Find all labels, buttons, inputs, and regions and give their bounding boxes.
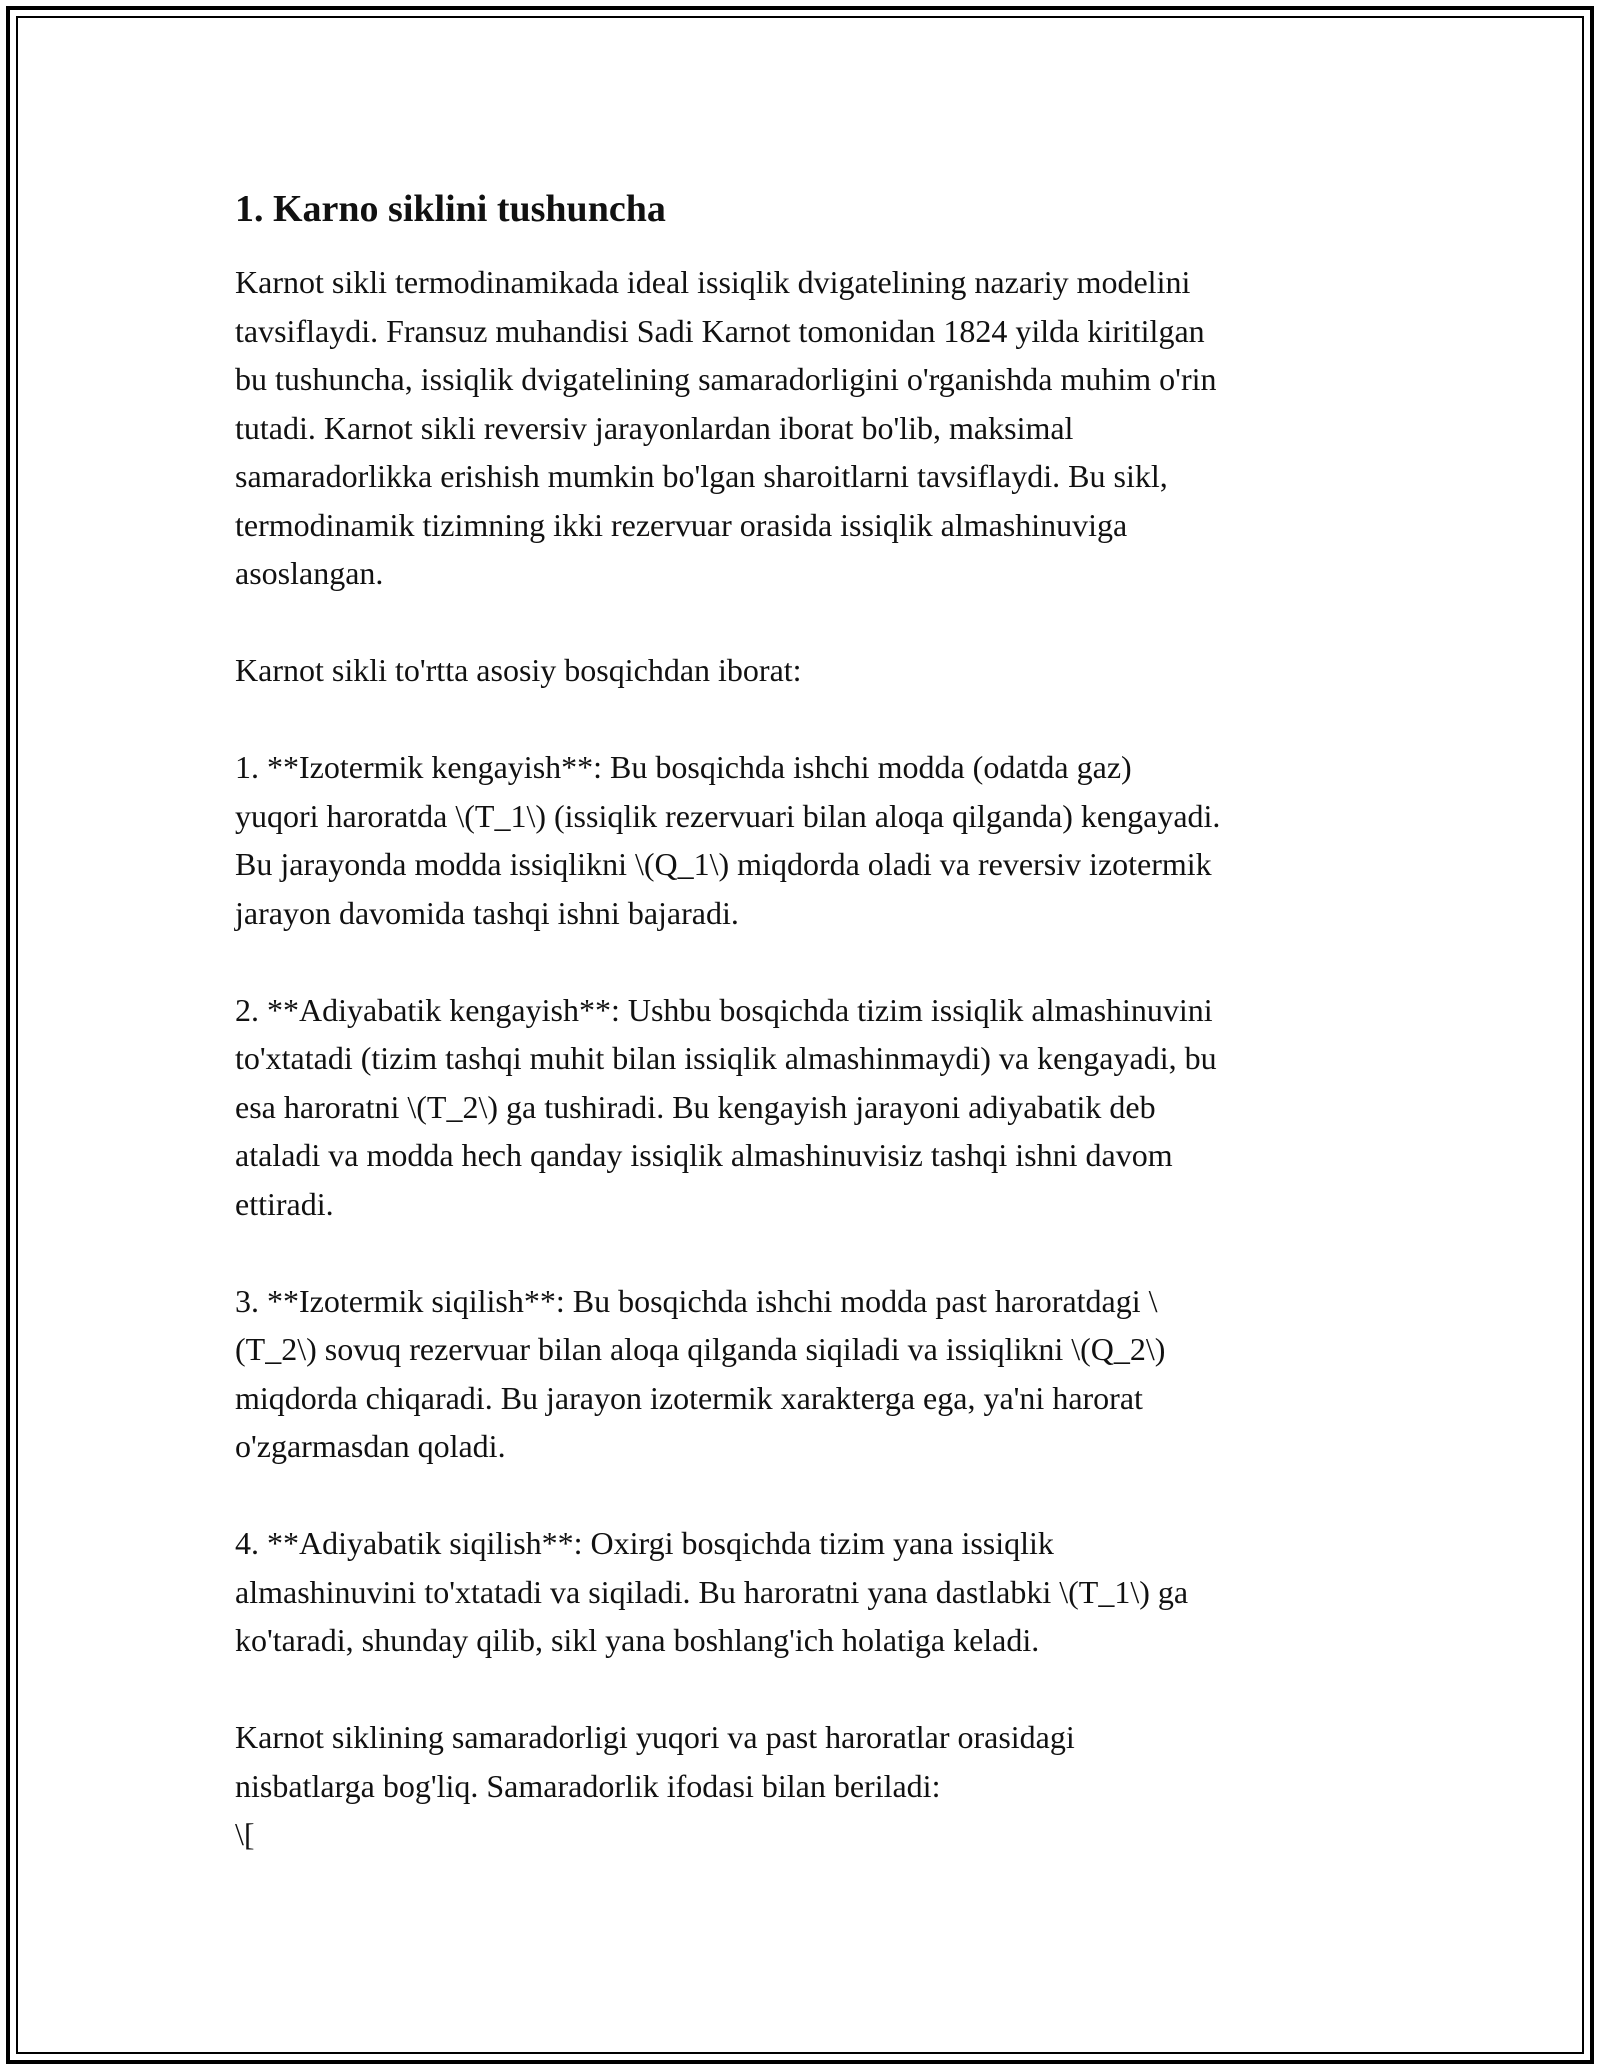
text-line: yuqori haroratda \(T_1\) (issiqlik rezervuari bilan aloqa qilganda) kengayadi. xyxy=(235,797,1221,834)
text-line: samaradorlikka erishish mumkin bo'lgan sharoitlarni tavsiflaydi. Bu sikl, xyxy=(235,458,1168,494)
text-line: 4. **Adiyabatik siqilish**: Oxirgi bosqichda tizim yana issiqlik xyxy=(235,1525,1054,1561)
text-line: 2. **Adiyabatik kengayish**: Ushbu bosqichda tizim issiqlik almashinuvini xyxy=(235,991,1213,1028)
paragraph-efficiency xyxy=(235,1713,1375,1859)
text-line: (T_2\) sovuq rezervuar bilan aloqa qilganda siqiladi va issiqlikni \(Q_2\) xyxy=(235,1331,1166,1367)
text-line: ko'taradi, shunday qilib, sikl yana boshlang'ich holatiga keladi. xyxy=(235,1622,1040,1658)
text-line: o'zgarmasdan qoladi. xyxy=(235,1428,506,1464)
text-line: 1. **Izotermik kengayish**: Bu bosqichda ishchi modda (odatda gaz) xyxy=(235,749,1132,785)
text-line: Karnot sikli to'rtta asosiy bosqichdan iborat: xyxy=(235,652,802,688)
text-line: tavsiflaydi. Fransuz muhandisi Sadi Karnot tomonidan 1824 yilda kiritilgan xyxy=(235,312,1205,349)
text-line: termodinamik tizimning ikki rezervuar orasida issiqlik almashinuviga xyxy=(235,506,1128,543)
paragraph-stage-2 xyxy=(235,986,1375,1229)
text-line: nisbatlarga bog'liq. Samaradorlik ifodasi bilan beriladi: xyxy=(235,1767,941,1804)
text-line: tutadi. Karnot sikli reversiv jarayonlardan iborat bo'lib, maksimal xyxy=(235,409,1074,446)
text-line: 3. **Izotermik siqilish**: Bu bosqichda ishchi modda past haroratdagi \ xyxy=(235,1282,1158,1319)
paragraph-intro xyxy=(235,258,1375,598)
text-line: esa haroratni \(T_2\) ga tushiradi. Bu kengayish jarayoni adiyabatik deb xyxy=(235,1088,1156,1125)
formula-start: \[ xyxy=(235,1816,255,1852)
text-line: ataladi va modda hech qanday issiqlik almashinuvisiz tashqi ishni davom xyxy=(235,1137,1173,1173)
text-line: miqdorda chiqaradi. Bu jarayon izotermik xarakterga ega, ya'ni harorat xyxy=(235,1379,1143,1416)
text-line: Karnot siklining samaradorligi yuqori va past haroratlar orasidagi xyxy=(235,1719,1075,1755)
text-line: jarayon davomida tashqi ishni bajaradi. xyxy=(235,894,739,931)
document-body xyxy=(235,185,1375,1859)
paragraph-stage-4 xyxy=(235,1519,1375,1665)
paragraph-stages-intro xyxy=(235,646,1375,695)
text-line: almashinuvini to'xtatadi va siqiladi. Bu haroratni yana dastlabki \(T_1\) ga xyxy=(235,1573,1189,1610)
text-line: Karnot sikli termodinamikada ideal issiqlik dvigatelining nazariy modelini xyxy=(235,264,1191,300)
paragraph-stage-3 xyxy=(235,1277,1375,1471)
section-heading: 1. Karno siklini tushuncha xyxy=(235,188,666,230)
paragraph-stage-1 xyxy=(235,743,1375,937)
text-line: asoslangan. xyxy=(235,555,384,591)
text-line: to'xtatadi (tizim tashqi muhit bilan issiqlik almashinmaydi) va kengayadi, bu xyxy=(235,1040,1217,1076)
text-line: bu tushuncha, issiqlik dvigatelining samaradorligini o'rganishda muhim o'rin xyxy=(235,361,1217,397)
text-line: ettiradi. xyxy=(235,1185,334,1222)
text-line: Bu jarayonda modda issiqlikni \(Q_1\) miqdorda oladi va reversiv izotermik xyxy=(235,846,1212,882)
